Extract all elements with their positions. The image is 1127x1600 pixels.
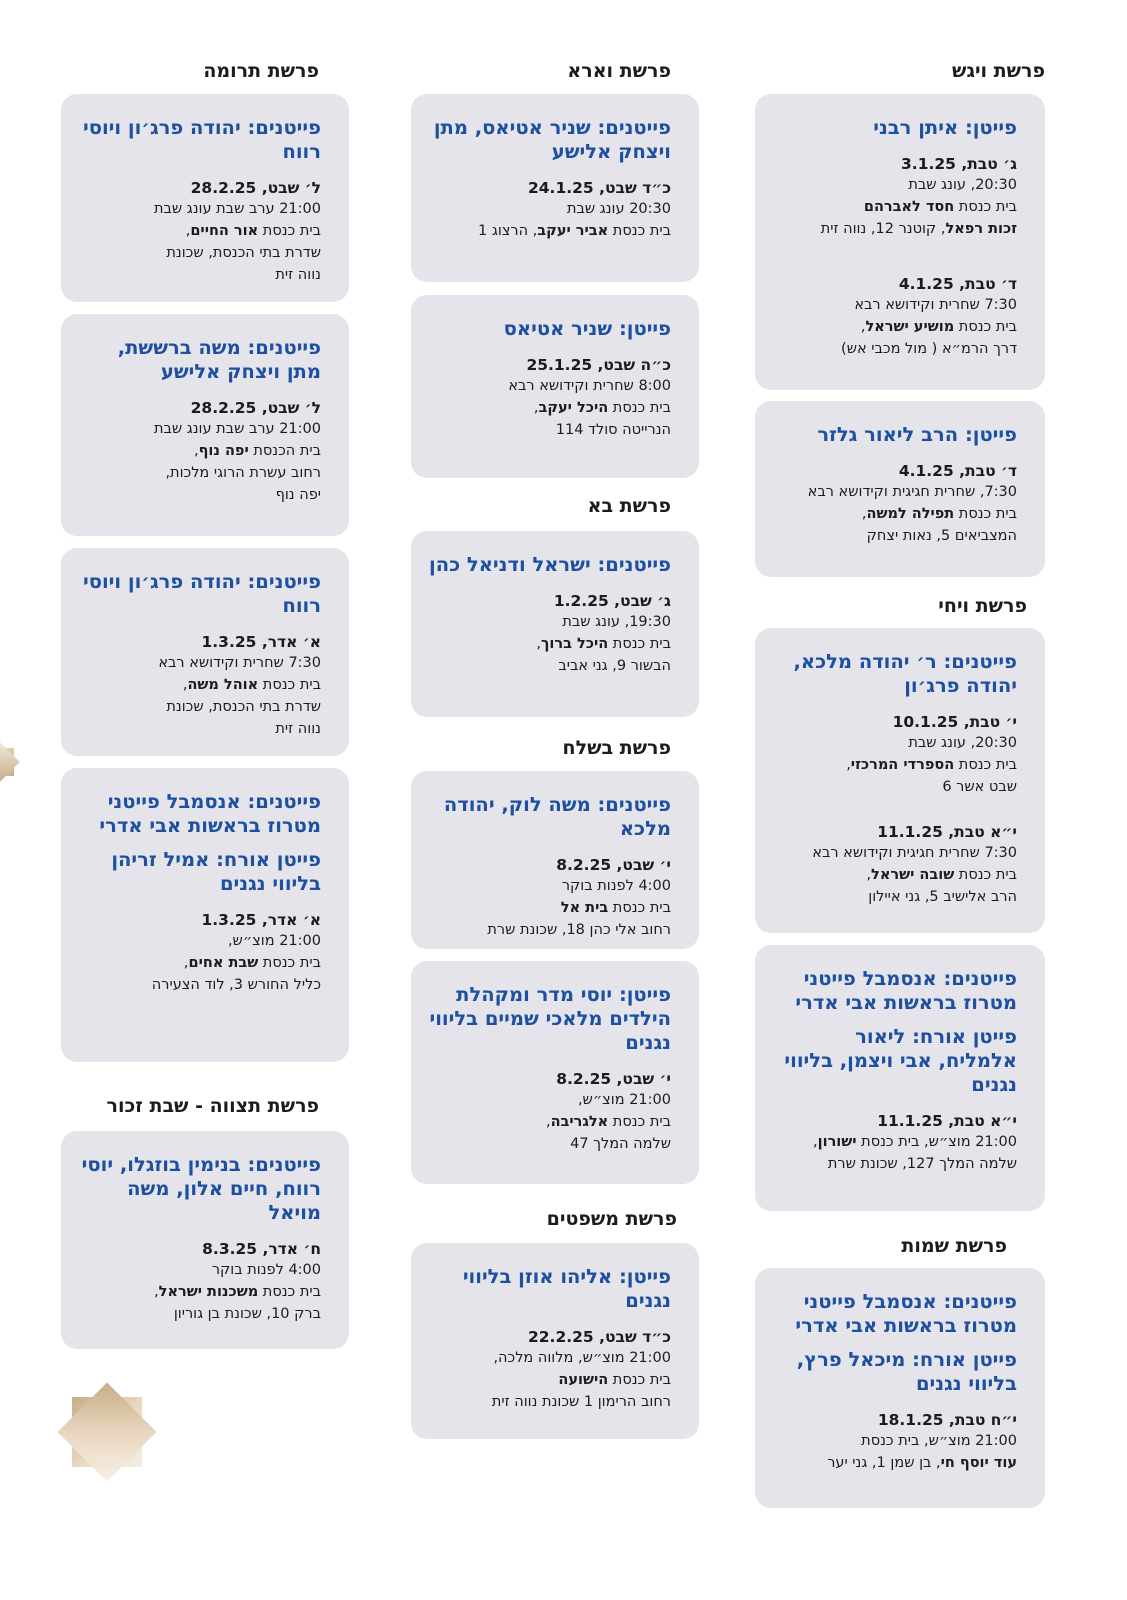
detail-text: בית כנסת xyxy=(954,757,1017,773)
event-card xyxy=(755,945,1045,1211)
card-heading: פייטנים: בנימין בוזגלו, יוסי רווח, חיים אלון, משה מויאל xyxy=(81,1153,321,1224)
detail-text: בית כנסת xyxy=(608,900,671,916)
event-detail xyxy=(771,503,1017,525)
card-heading: פייטן: שניר אטיאס xyxy=(503,317,671,340)
event-detail xyxy=(771,864,1017,886)
event-card xyxy=(411,531,699,717)
event-detail: 21:00 מוצ״ש, xyxy=(227,933,321,949)
event-detail: הרב אלישיב 5, גני איילון xyxy=(868,889,1017,905)
event-detail xyxy=(771,1452,1017,1474)
event-detail: 21:00 ערב שבת עונג שבת xyxy=(153,421,321,437)
card-heading: פייטנים: אנסמבל פייטני מטרוז בראשות אבי אדרי xyxy=(99,790,321,837)
venue-name: שובה ישראל xyxy=(871,867,955,883)
event-detail: 21:00 ערב שבת עונג שבת xyxy=(153,201,321,217)
event-detail xyxy=(427,633,671,655)
detail-text: בית כנסת xyxy=(954,199,1017,215)
detail-text: בית כנסת xyxy=(608,636,671,652)
event-card xyxy=(61,314,349,536)
venue-name: חסד לאברהם xyxy=(863,199,955,215)
detail-text: בית כנסת xyxy=(258,677,321,693)
detail-text: , xyxy=(813,1134,818,1150)
card-heading: פייטנים: משה ברששת, מתן ויצחק אלישע xyxy=(117,336,321,383)
detail-text: , xyxy=(846,757,851,773)
event-detail xyxy=(77,674,321,696)
event-detail xyxy=(427,897,671,919)
venue-name: אור החיים xyxy=(190,223,259,239)
venue-name: משכנות ישראל xyxy=(158,1284,259,1300)
event-detail xyxy=(771,316,1017,338)
event-detail: הבשור 9, גני אביב xyxy=(558,658,671,674)
event-detail: 7:30 שחרית חגיגית וקידושא רבא xyxy=(812,845,1017,861)
event-detail: דרך הרמ״א ( מול מכבי אש) xyxy=(841,341,1017,357)
section-title-beshalach: פרשת בשלח xyxy=(562,737,671,759)
detail-text: , הרצוג 1 xyxy=(478,223,538,239)
detail-text: , xyxy=(545,1114,551,1130)
event-date: ל׳ שבט, 28.2.25 xyxy=(190,179,321,197)
event-date: י׳ שבט, 8.2.25 xyxy=(556,856,671,874)
section-title-tetzaveh: פרשת תצווה - שבת זכור xyxy=(106,1095,319,1117)
event-detail: 4:00 לפנות בוקר xyxy=(561,878,671,894)
event-detail: 20:30, עונג שבת xyxy=(908,735,1017,751)
card-heading: פייטנים: יהודה פרג׳ון ויוסי רווח xyxy=(82,570,321,617)
event-detail: רחוב אלי כהן 18, שכונת שרת xyxy=(487,922,671,938)
venue-name: היכל יעקב xyxy=(538,400,609,416)
venue-name: זכות רפאל xyxy=(945,221,1017,237)
event-date: א׳ אדר, 1.3.25 xyxy=(201,633,321,651)
event-detail xyxy=(77,1281,321,1303)
card-heading: פייטנים: אנסמבל פייטני מטרוז בראשות אבי אדרי xyxy=(795,967,1017,1014)
detail-text: , xyxy=(183,955,189,971)
section-title-mishpatim: פרשת משפטים xyxy=(546,1208,677,1230)
card-heading: פייטנים: משה לוק, יהודה מלכא xyxy=(443,793,671,840)
event-card xyxy=(411,295,699,478)
event-detail: שלמה המלך 127, שכונת שרת xyxy=(827,1156,1017,1172)
event-date: י״ח טבת, 18.1.25 xyxy=(877,1411,1017,1429)
event-detail: 19:30, עונג שבת xyxy=(562,614,671,630)
venue-name: הישועה xyxy=(558,1372,609,1388)
event-date: כ״ד שבט, 24.1.25 xyxy=(527,179,671,197)
event-detail: כליל החורש 3, לוד הצעירה xyxy=(151,977,321,993)
event-detail: 8:00 שחרית וקידושא רבא xyxy=(508,378,671,394)
event-date: כ״ה שבט, 25.1.25 xyxy=(526,356,671,374)
detail-text: , xyxy=(154,1284,159,1300)
event-detail xyxy=(427,397,671,419)
detail-text: בית כנסת xyxy=(954,867,1017,883)
event-date: ד׳ טבת, 4.1.25 xyxy=(898,275,1017,293)
card-heading: פייטן: אליהו אוזן בליווי נגנים xyxy=(462,1265,671,1312)
event-card xyxy=(755,94,1045,390)
venue-name: יפה נוף xyxy=(198,443,249,459)
event-detail: 21:00 מוצ״ש, בית כנסת xyxy=(861,1433,1017,1449)
eight-point-star-icon xyxy=(55,1380,159,1484)
event-date: י״א טבת, 11.1.25 xyxy=(877,1112,1017,1130)
event-card xyxy=(411,94,699,282)
venue-name: אלגריבה xyxy=(550,1114,609,1130)
detail-text: בית כנסת xyxy=(954,506,1017,522)
event-detail: 7:30 שחרית וקידושא רבא xyxy=(854,297,1017,313)
event-detail: ברק 10, שכונת בן גוריון xyxy=(173,1306,321,1322)
section-title-vayigash: פרשת ויגש xyxy=(952,60,1045,82)
card-heading: פייטן אורח: ליאור אלמליח, אבי ויצמן, בליווי נגנים xyxy=(784,1025,1017,1096)
event-detail xyxy=(427,1111,671,1133)
event-detail xyxy=(771,196,1017,218)
event-card xyxy=(61,768,349,1062)
venue-name: אוהל משה xyxy=(187,677,259,693)
detail-text: בית הכנסת xyxy=(248,443,321,459)
event-detail xyxy=(771,754,1017,776)
venue-name: תפילה למשה xyxy=(866,506,955,522)
detail-text: , xyxy=(185,223,191,239)
event-date: ח׳ אדר, 8.3.25 xyxy=(202,1240,321,1258)
card-heading: פייטן אורח: אמיל זריהן בליווי נגנים xyxy=(111,848,321,895)
section-title-bo: פרשת בא xyxy=(587,495,671,517)
detail-text: , xyxy=(866,867,872,883)
event-date: ג׳ שבט, 1.2.25 xyxy=(553,592,671,610)
venue-name: עוד יוסף חי xyxy=(940,1455,1017,1471)
event-detail: שדרת בתי הכנסת, שכונת xyxy=(166,245,321,261)
event-detail: 7:30, שחרית חגיגית וקידושא רבא xyxy=(807,484,1017,500)
card-heading: פייטן: יוסי מדר ומקהלת הילדים מלאכי שמיים בליווי נגנים xyxy=(429,983,671,1054)
event-detail: 4:00 לפנות בוקר xyxy=(211,1262,321,1278)
event-detail: רחוב עשרת הרוגי מלכות, xyxy=(165,465,321,481)
detail-text: בית כנסת xyxy=(258,223,321,239)
event-detail xyxy=(77,220,321,242)
detail-text: בית כנסת xyxy=(608,1114,671,1130)
venue-name: שבת אחים xyxy=(188,955,259,971)
event-detail: שבט אשר 6 xyxy=(942,779,1017,795)
event-detail: הנרייטה סולד 114 xyxy=(555,422,671,438)
event-detail: 20:30, עונג שבת xyxy=(908,177,1017,193)
event-card xyxy=(411,961,699,1184)
section-title-vayechi: פרשת ויחי xyxy=(938,595,1027,617)
card-heading: פייטנים: אנסמבל פייטני מטרוז בראשות אבי אדרי xyxy=(795,1290,1017,1337)
event-detail: 7:30 שחרית וקידושא רבא xyxy=(158,655,321,671)
venue-name: היכל ברוך xyxy=(541,636,609,652)
venue-name: בית אל xyxy=(560,900,609,916)
event-detail: 20:30 עונג שבת xyxy=(566,201,671,217)
detail-text: בית כנסת xyxy=(608,400,671,416)
event-card xyxy=(61,94,349,302)
event-detail: 21:00 מוצ״ש, xyxy=(577,1092,671,1108)
venue-name: הספרדי המרכזי xyxy=(850,757,955,773)
detail-text: 21:00 מוצ״ש, בית כנסת xyxy=(856,1134,1017,1150)
event-card xyxy=(61,1131,349,1349)
event-detail: רחוב הרימון 1 שכונת נווה זית xyxy=(491,1394,671,1410)
event-detail xyxy=(427,220,671,242)
card-heading: פייטנים: יהודה פרג׳ון ויוסי רווח xyxy=(82,116,321,163)
event-detail: שלמה המלך 47 xyxy=(570,1136,671,1152)
event-date: ג׳ טבת, 3.1.25 xyxy=(901,155,1017,173)
event-detail: 21:00 מוצ״ש, מלווה מלכה, xyxy=(493,1350,671,1366)
detail-text: , xyxy=(533,400,539,416)
event-card xyxy=(755,401,1045,577)
event-card xyxy=(411,771,699,949)
detail-text: , בן שמן 1, גני יער xyxy=(827,1455,941,1471)
event-date: י׳ טבת, 10.1.25 xyxy=(892,713,1017,731)
event-detail: נווה זית xyxy=(275,721,321,737)
event-date: ל׳ שבט, 28.2.25 xyxy=(190,399,321,417)
event-detail xyxy=(771,218,1017,240)
event-detail xyxy=(77,952,321,974)
detail-text: , xyxy=(861,506,867,522)
detail-text: בית כנסת xyxy=(258,1284,321,1300)
section-title-vaera: פרשת וארא xyxy=(567,60,671,82)
event-detail xyxy=(77,440,321,462)
spacer xyxy=(771,240,1017,260)
section-title-shemot: פרשת שמות xyxy=(901,1235,1007,1257)
event-date: י׳ שבט, 8.2.25 xyxy=(556,1070,671,1088)
detail-text: בית כנסת xyxy=(954,319,1017,335)
card-heading: פייטנים: שניר אטיאס, מתן ויצחק אלישע xyxy=(433,116,671,163)
event-detail xyxy=(427,1369,671,1391)
event-detail: שדרת בתי הכנסת, שכונת xyxy=(166,699,321,715)
detail-text: , xyxy=(182,677,188,693)
eight-point-star-icon xyxy=(0,740,22,784)
event-detail: יפה נוף xyxy=(275,487,321,503)
detail-text: , קוטנר 12, נווה זית xyxy=(820,221,946,237)
detail-text: בית כנסת xyxy=(608,223,671,239)
event-card xyxy=(755,1268,1045,1508)
card-heading: פייטן: איתן רבני xyxy=(873,116,1017,139)
detail-text: , xyxy=(860,319,866,335)
card-heading: פייטנים: ישראל ודניאל כהן xyxy=(429,553,671,576)
event-card xyxy=(755,628,1045,933)
event-date: ד׳ טבת, 4.1.25 xyxy=(898,462,1017,480)
event-date: י״א טבת, 11.1.25 xyxy=(877,823,1017,841)
detail-text: בית כנסת xyxy=(608,1372,671,1388)
event-card xyxy=(61,548,349,756)
venue-name: מושיע ישראל xyxy=(865,319,955,335)
card-heading: פייטנים: ר׳ יהודה מלכא, יהודה פרג׳ון xyxy=(793,650,1017,697)
card-heading: פייטן אורח: מיכאל פרץ, בליווי נגנים xyxy=(796,1348,1017,1395)
event-date: א׳ אדר, 1.3.25 xyxy=(201,911,321,929)
venue-name: ישורון xyxy=(817,1134,857,1150)
venue-name: אביר יעקב xyxy=(537,223,609,239)
card-heading: פייטן: הרב ליאור גלזר xyxy=(817,423,1017,446)
event-card xyxy=(411,1243,699,1439)
spacer xyxy=(771,798,1017,808)
detail-text: , xyxy=(536,636,541,652)
event-detail: המצביאים 5, נאות יצחק xyxy=(866,528,1017,544)
section-title-terumah: פרשת תרומה xyxy=(203,60,319,82)
event-date: כ״ד שבט, 22.2.25 xyxy=(527,1328,671,1346)
detail-text: בית כנסת xyxy=(258,955,321,971)
event-detail: נווה זית xyxy=(275,267,321,283)
event-detail xyxy=(771,1131,1017,1153)
detail-text: , xyxy=(193,443,199,459)
